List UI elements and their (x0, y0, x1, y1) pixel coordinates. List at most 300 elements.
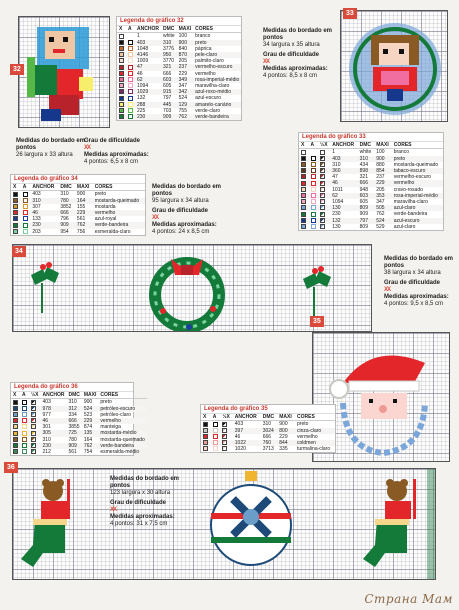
legend-name-cell: petróleo-claro (100, 411, 131, 418)
pattern-35-difficulty-label: Grau de dificuldade (384, 280, 441, 286)
legend-header-cell: ANCHOR (42, 392, 65, 399)
legend-name-cell: vermelho (297, 433, 318, 440)
legend-header-cell: ANCHOR (330, 142, 357, 149)
legend-maxi-cell: 854 (374, 168, 391, 174)
color-swatch (13, 424, 18, 429)
pattern-32-size-label: Medidas do bordado em pontos (16, 138, 86, 151)
legend-swatch-cell (201, 446, 211, 452)
color-swatch (301, 162, 306, 167)
legend-row (201, 421, 335, 428)
legend-swatch-cell (11, 449, 20, 455)
pattern-32-chart (18, 16, 110, 128)
color-swatch (301, 224, 306, 229)
legend-maxi-cell: 164 (83, 436, 93, 443)
legend-header-cell: A (21, 184, 31, 191)
legend-dmc-cell: 603 (161, 77, 177, 83)
legend-maxi-cell: 523 (83, 411, 93, 418)
legend-header-cell: CORES (295, 414, 335, 421)
legend-anchor-cell: 1 (137, 33, 140, 40)
legend-anchor-cell: 130 (330, 205, 357, 211)
legend-swatch-cell (126, 33, 135, 40)
color-swatch (22, 406, 27, 411)
legend-anchor-cell: 230 (135, 114, 161, 120)
legend-anchor-cell: 46 (30, 210, 58, 216)
pattern-33-legend-title: Legenda do gráfico 33 (299, 133, 443, 142)
legend-name-cell: rosa-imperial-médio (392, 193, 443, 199)
legend-header-cell: CORES (193, 26, 241, 33)
legend-maxi-cell: 754 (83, 449, 93, 456)
legend-maxi-cell: 100 (178, 33, 187, 40)
legend-anchor-cell: 978 (41, 406, 67, 412)
color-swatch (311, 199, 316, 204)
color-swatch (301, 150, 306, 155)
legend-name-cell: verde-bandeira (98, 443, 146, 449)
legend-header-cell: DMC (58, 184, 75, 191)
pattern-33-size-label: Medidas do bordado em pontos (263, 28, 333, 41)
color-swatch (213, 440, 218, 445)
legend-swatch-cell (309, 224, 319, 230)
pattern-36-motif (13, 469, 436, 580)
legend-maxi-cell: 349 (177, 77, 194, 83)
legend-swatch-cell (211, 446, 221, 452)
color-swatch (31, 400, 36, 405)
color-swatch (119, 114, 124, 119)
legend-maxi-cell: 237 (376, 174, 385, 181)
pattern-36-badge: 36 (4, 462, 18, 473)
color-swatch (213, 446, 218, 451)
legend-name-cell: amarelo-canário (193, 102, 241, 108)
color-swatch (31, 443, 36, 448)
color-swatch (31, 418, 36, 423)
legend-swatch-cell (126, 114, 135, 120)
color-swatch (301, 187, 306, 192)
legend-dmc-cell: 605 (359, 199, 368, 206)
legend-maxi-cell: 900 (83, 399, 93, 406)
legend-name-cell: preto (193, 40, 241, 46)
legend-name-cell: tabaco-escuro (392, 168, 443, 174)
legend-row (201, 446, 335, 452)
legend-dmc-cell: 3713 (262, 446, 274, 453)
pattern-35-difficulty-value: XX (384, 287, 391, 293)
legend-anchor-cell: 230 (332, 211, 341, 218)
legend-header-cell: DMC (358, 142, 375, 149)
legend-dmc-cell: 3855 (68, 424, 80, 431)
legend-anchor-cell: 230 (41, 443, 67, 449)
legend-anchor-cell: 403 (42, 399, 51, 406)
legend-maxi-cell: 755 (178, 107, 187, 114)
color-swatch (320, 218, 325, 223)
legend-dmc-cell: 898 (358, 168, 375, 174)
legend-anchor-cell: 1 (332, 149, 335, 156)
color-swatch (128, 114, 133, 119)
legend-dmc-cell: 780 (68, 436, 77, 443)
legend-maxi-cell: 229 (374, 180, 391, 186)
legend-maxi-cell: 164 (75, 198, 93, 204)
color-swatch (301, 174, 306, 179)
color-swatch (13, 449, 18, 454)
legend-maxi-cell: 229 (75, 210, 93, 216)
color-swatch (320, 162, 325, 167)
legend-maxi-cell: 900 (374, 156, 391, 162)
legend-name-cell: vermelho (392, 180, 443, 186)
legend-row (11, 229, 145, 235)
legend-maxi-cell: 840 (178, 45, 187, 52)
legend-header-cell: MAXI (374, 142, 391, 149)
legend-dmc-cell: 703 (162, 107, 172, 114)
pattern-35-approx-value: 4 pontos: 9,5 x 8,5 cm (384, 301, 444, 307)
legend-anchor-cell: 403 (135, 40, 161, 46)
legend-maxi-cell: 229 (178, 70, 187, 77)
legend-maxi-cell: 237 (177, 64, 194, 70)
color-swatch (311, 212, 316, 217)
legend-dmc-cell: 312 (66, 406, 81, 412)
pattern-35-size-info (384, 256, 454, 308)
legend-name-cell: maravilha-claro (393, 199, 428, 206)
legend-anchor-cell: 47 (332, 174, 338, 181)
color-swatch (22, 424, 27, 429)
pattern-32-badge: 32 (10, 64, 24, 75)
legend-maxi-cell: 900 (76, 191, 86, 198)
legend-name-cell: verde-bandeira (93, 222, 145, 228)
pattern-33-difficulty-value: XX (263, 59, 270, 65)
legend-name-cell: manteiga (100, 424, 121, 431)
legend-maxi-cell: 870 (177, 52, 194, 58)
color-swatch (128, 40, 133, 45)
legend-name-cell: mostarda-queimado (93, 198, 145, 204)
pattern-35-legend-title: Legenda do gráfico 35 (201, 405, 335, 414)
legend-dmc-cell: 310 (60, 191, 69, 198)
legend-name-cell: preto (100, 399, 112, 406)
legend-header-cell: A (126, 26, 135, 33)
legend-dmc-cell: 909 (359, 211, 368, 218)
legend-dmc-cell: 796 (60, 216, 69, 223)
color-swatch (320, 212, 325, 217)
legend-maxi-cell: 335 (279, 446, 288, 453)
legend-dmc-cell: 666 (66, 418, 81, 424)
legend-name-cell: verde-claro (195, 107, 221, 114)
color-swatch (222, 434, 227, 439)
color-swatch (301, 193, 306, 198)
color-swatch (22, 449, 27, 454)
site-watermark: Страна Мам (364, 592, 453, 606)
legend-maxi-cell: 505 (374, 205, 391, 211)
legend-name-cell: verde-bandeira (193, 114, 241, 120)
legend-dmc-cell: 909 (66, 443, 81, 449)
color-swatch (320, 187, 325, 192)
legend-maxi-cell: 900 (177, 40, 194, 46)
legend-name-cell: azul-escuro (392, 218, 443, 224)
legend-row (11, 449, 147, 455)
legend-anchor-cell: 132 (137, 95, 146, 102)
pattern-34-approx-label: Medidas aproximadas: (152, 222, 217, 228)
legend-maxi-cell: 529 (376, 223, 385, 230)
color-swatch (128, 96, 133, 101)
legend-swatch-cell (309, 149, 319, 156)
color-swatch (23, 216, 28, 221)
legend-header-cell: ANCHOR (233, 414, 261, 421)
legend-anchor-cell: 130 (332, 223, 341, 230)
legend-maxi-cell: 524 (374, 218, 391, 224)
legend-maxi-cell: 800 (277, 428, 295, 434)
legend-anchor-cell: 301 (42, 424, 51, 431)
legend-maxi-cell: 100 (376, 149, 385, 156)
legend-anchor-cell: 1048 (137, 45, 149, 52)
legend-header-cell: DMC (261, 414, 278, 421)
legend-header-cell: X (299, 142, 309, 149)
legend-name-cell: esmeralda-médio (100, 449, 139, 456)
legend-name-cell: palmito-claro (195, 58, 224, 65)
color-swatch (128, 108, 133, 113)
legend-anchor-cell: 4146 (135, 52, 161, 58)
color-swatch (128, 58, 133, 63)
legend-maxi-cell: 347 (376, 199, 385, 206)
legend-dmc-cell: 561 (68, 449, 77, 456)
color-swatch (119, 40, 124, 45)
pattern-36-legend (10, 382, 145, 456)
color-swatch (213, 428, 218, 433)
legend-header-cell: X (117, 26, 126, 33)
pattern-33-motif (341, 11, 448, 122)
pattern-33-approx-value: 4 pontos: 8,5 x 8 cm (263, 73, 318, 79)
legend-name-cell: coldmen (295, 440, 335, 446)
color-swatch (31, 412, 36, 417)
legend-name-cell: preto (94, 191, 107, 198)
color-swatch (23, 223, 28, 228)
legend-dmc-cell: 948 (359, 186, 368, 193)
legend-row (11, 399, 147, 406)
color-swatch (23, 198, 28, 203)
legend-name-cell: vermelho (195, 70, 216, 77)
legend-anchor-cell: 62 (135, 77, 161, 83)
color-swatch (22, 443, 27, 448)
color-swatch (128, 71, 133, 76)
legend-dmc-cell: 809 (358, 205, 375, 211)
legend-swatch-cell (21, 191, 31, 198)
legend-dmc-cell: 909 (161, 114, 177, 120)
legend-anchor-cell: 1029 (135, 89, 161, 95)
color-swatch (311, 156, 316, 161)
legend-name-cell: vermelho-escuro (393, 174, 431, 181)
legend-dmc-cell: 3852 (60, 203, 72, 210)
color-swatch (119, 34, 124, 39)
pattern-34-badge: 34 (12, 246, 26, 257)
legend-name-cell: branco (195, 33, 211, 40)
legend-name-cell: cravo-rosado (393, 186, 423, 193)
pattern-34-difficulty-value: XX (152, 215, 159, 221)
pattern-33-legend (298, 132, 444, 231)
color-swatch (119, 102, 124, 107)
legend-dmc-cell: 605 (162, 83, 172, 90)
legend-maxi-cell: 205 (178, 58, 187, 65)
color-swatch (22, 431, 27, 436)
legend-header-cell: A (20, 392, 29, 399)
legend-anchor-cell: 310 (42, 436, 51, 443)
pattern-32-difficulty-label: Grau de dificuldade (84, 138, 141, 144)
legend-anchor-cell: 46 (330, 180, 357, 186)
legend-name-cell: páprica (195, 45, 212, 52)
legend-header-cell: X (201, 414, 211, 421)
legend-name-cell: preto (392, 156, 443, 162)
legend-dmc-cell: 950 (161, 52, 177, 58)
legend-dmc-cell: white (359, 149, 372, 156)
pattern-32-difficulty-info (84, 138, 164, 166)
color-swatch (13, 418, 18, 423)
color-swatch (119, 96, 124, 101)
legend-header-cell: MAXI (178, 26, 192, 33)
pattern-32-legend-title: Legenda do gráfico 32 (117, 17, 241, 26)
legend-swatch-cell (117, 114, 126, 120)
legend-header-cell: MAXI (75, 184, 93, 191)
legend-dmc-cell: 915 (161, 89, 177, 95)
legend-maxi-cell: 342 (177, 89, 194, 95)
pattern-35-legend (200, 404, 336, 453)
color-swatch (320, 181, 325, 186)
legend-dmc-cell: 3024 (261, 428, 278, 434)
legend-dmc-cell: 434 (359, 161, 368, 168)
color-swatch (213, 434, 218, 439)
legend-anchor-cell: 403 (32, 191, 41, 198)
color-swatch (311, 224, 316, 229)
legend-dmc-cell: 797 (162, 95, 172, 102)
legend-maxi-cell: 129 (177, 102, 194, 108)
pattern-35-badge: 35 (310, 316, 324, 327)
pattern-32-size-value: 26 largura x 33 altura (16, 152, 73, 158)
color-swatch (128, 65, 133, 70)
color-swatch (13, 431, 18, 436)
color-swatch (203, 428, 208, 433)
legend-dmc-cell: 909 (58, 222, 75, 228)
legend-header-cell: A (309, 142, 319, 149)
legend-swatch-cell (11, 229, 21, 235)
legend-swatch-cell (20, 449, 29, 455)
color-swatch (222, 422, 227, 427)
color-swatch (119, 52, 124, 57)
pattern-33-badge: 33 (343, 8, 357, 19)
color-swatch (13, 406, 18, 411)
legend-anchor-cell: 1009 (137, 58, 149, 65)
color-swatch (311, 193, 316, 198)
legend-anchor-cell: 132 (330, 218, 357, 224)
legend-dmc-cell: 666 (162, 70, 172, 77)
legend-dmc-cell: 780 (58, 198, 75, 204)
legend-name-cell: verde-bandeira (393, 211, 428, 218)
color-swatch (128, 52, 133, 57)
color-swatch (119, 83, 124, 88)
legend-anchor-cell: 46 (41, 418, 67, 424)
color-swatch (13, 443, 18, 448)
pattern-32-approx-label: Medidas aproximadas: (84, 152, 149, 158)
color-swatch (23, 210, 28, 215)
legend-header-cell: ANCHOR (137, 26, 159, 33)
pattern-36-legend-table (11, 392, 147, 455)
legend-maxi-cell: 880 (376, 161, 385, 168)
legend-row (117, 114, 241, 120)
legend-dmc-cell: 603 (358, 193, 375, 199)
legend-name-cell: mostarda-queimado (393, 161, 439, 168)
legend-anchor-cell: 310 (30, 198, 58, 204)
legend-anchor-cell: 1020 (234, 446, 246, 453)
color-swatch (31, 406, 36, 411)
legend-anchor-cell: 305 (41, 430, 67, 436)
color-swatch (128, 89, 133, 94)
legend-maxi-cell: 900 (279, 421, 288, 428)
legend-name-cell: vermelho (98, 418, 146, 424)
legend-anchor-cell: 212 (42, 449, 51, 456)
pattern-36-difficulty-label: Grau de dificuldade (110, 500, 167, 506)
legend-maxi-cell: 135 (82, 430, 99, 436)
color-swatch (13, 223, 18, 228)
pattern-35-legend-table (201, 414, 335, 452)
legend-swatch-cell (29, 399, 41, 406)
legend-anchor-cell: 1022 (233, 440, 261, 446)
legend-maxi-cell: 762 (82, 443, 99, 449)
legend-name-cell: azul-roxo-médio (193, 89, 241, 95)
color-swatch (128, 83, 133, 88)
pattern-32-legend (116, 16, 242, 121)
legend-header-cell: CORES (98, 392, 146, 399)
color-swatch (301, 205, 306, 210)
legend-header-cell: CORES (93, 184, 145, 191)
pattern-36-approx-value: 4 pontos: 31 x 7,5 cm (110, 521, 168, 527)
legend-anchor-cell: 1011 (332, 186, 343, 193)
legend-header-cell: X (11, 184, 21, 191)
legend-row (299, 224, 443, 230)
legend-dmc-cell: white (162, 33, 175, 40)
pattern-32-difficulty-value: XX (84, 145, 91, 151)
legend-maxi-cell: 844 (277, 440, 295, 446)
legend-dmc-cell: 666 (58, 210, 75, 216)
legend-name-cell: petróleo-escuro (98, 406, 146, 412)
pattern-34-legend (10, 174, 146, 236)
legend-dmc-cell: 760 (261, 440, 278, 446)
pattern-33-approx-label: Medidas aproximadas: (263, 66, 328, 72)
pattern-35-size-label: Medidas do bordado em pontos (384, 256, 454, 269)
legend-anchor-cell: 203 (32, 228, 41, 235)
color-swatch (311, 150, 316, 155)
color-swatch (311, 181, 316, 186)
legend-name-cell: preto (297, 421, 309, 428)
legend-header-cell: ½X (318, 142, 330, 149)
pattern-33-chart (340, 10, 448, 122)
legend-dmc-cell: 321 (359, 174, 368, 181)
legend-header-cell: CORES (392, 142, 443, 149)
legend-swatch-cell (11, 191, 21, 198)
color-swatch (23, 204, 28, 209)
color-swatch (301, 156, 306, 161)
color-swatch (13, 216, 18, 221)
legend-swatch-cell (299, 224, 309, 230)
color-swatch (22, 412, 27, 417)
color-swatch (13, 437, 18, 442)
color-swatch (128, 77, 133, 82)
color-swatch (320, 193, 325, 198)
color-swatch (301, 181, 306, 186)
legend-header-cell: DMC (68, 392, 80, 399)
legend-swatch-cell (220, 421, 232, 428)
legend-name-cell: mostarda (94, 203, 116, 210)
legend-swatch-cell (318, 224, 330, 230)
legend-anchor-cell: 230 (30, 222, 58, 228)
legend-maxi-cell: 762 (75, 222, 93, 228)
color-swatch (13, 210, 18, 215)
color-swatch (320, 168, 325, 173)
legend-dmc-cell: 321 (161, 64, 177, 70)
legend-dmc-cell: 797 (358, 218, 375, 224)
pattern-32-motif (19, 17, 110, 128)
legend-swatch-cell (318, 149, 330, 156)
legend-swatch-cell (117, 33, 126, 40)
legend-maxi-cell: 229 (82, 418, 99, 424)
